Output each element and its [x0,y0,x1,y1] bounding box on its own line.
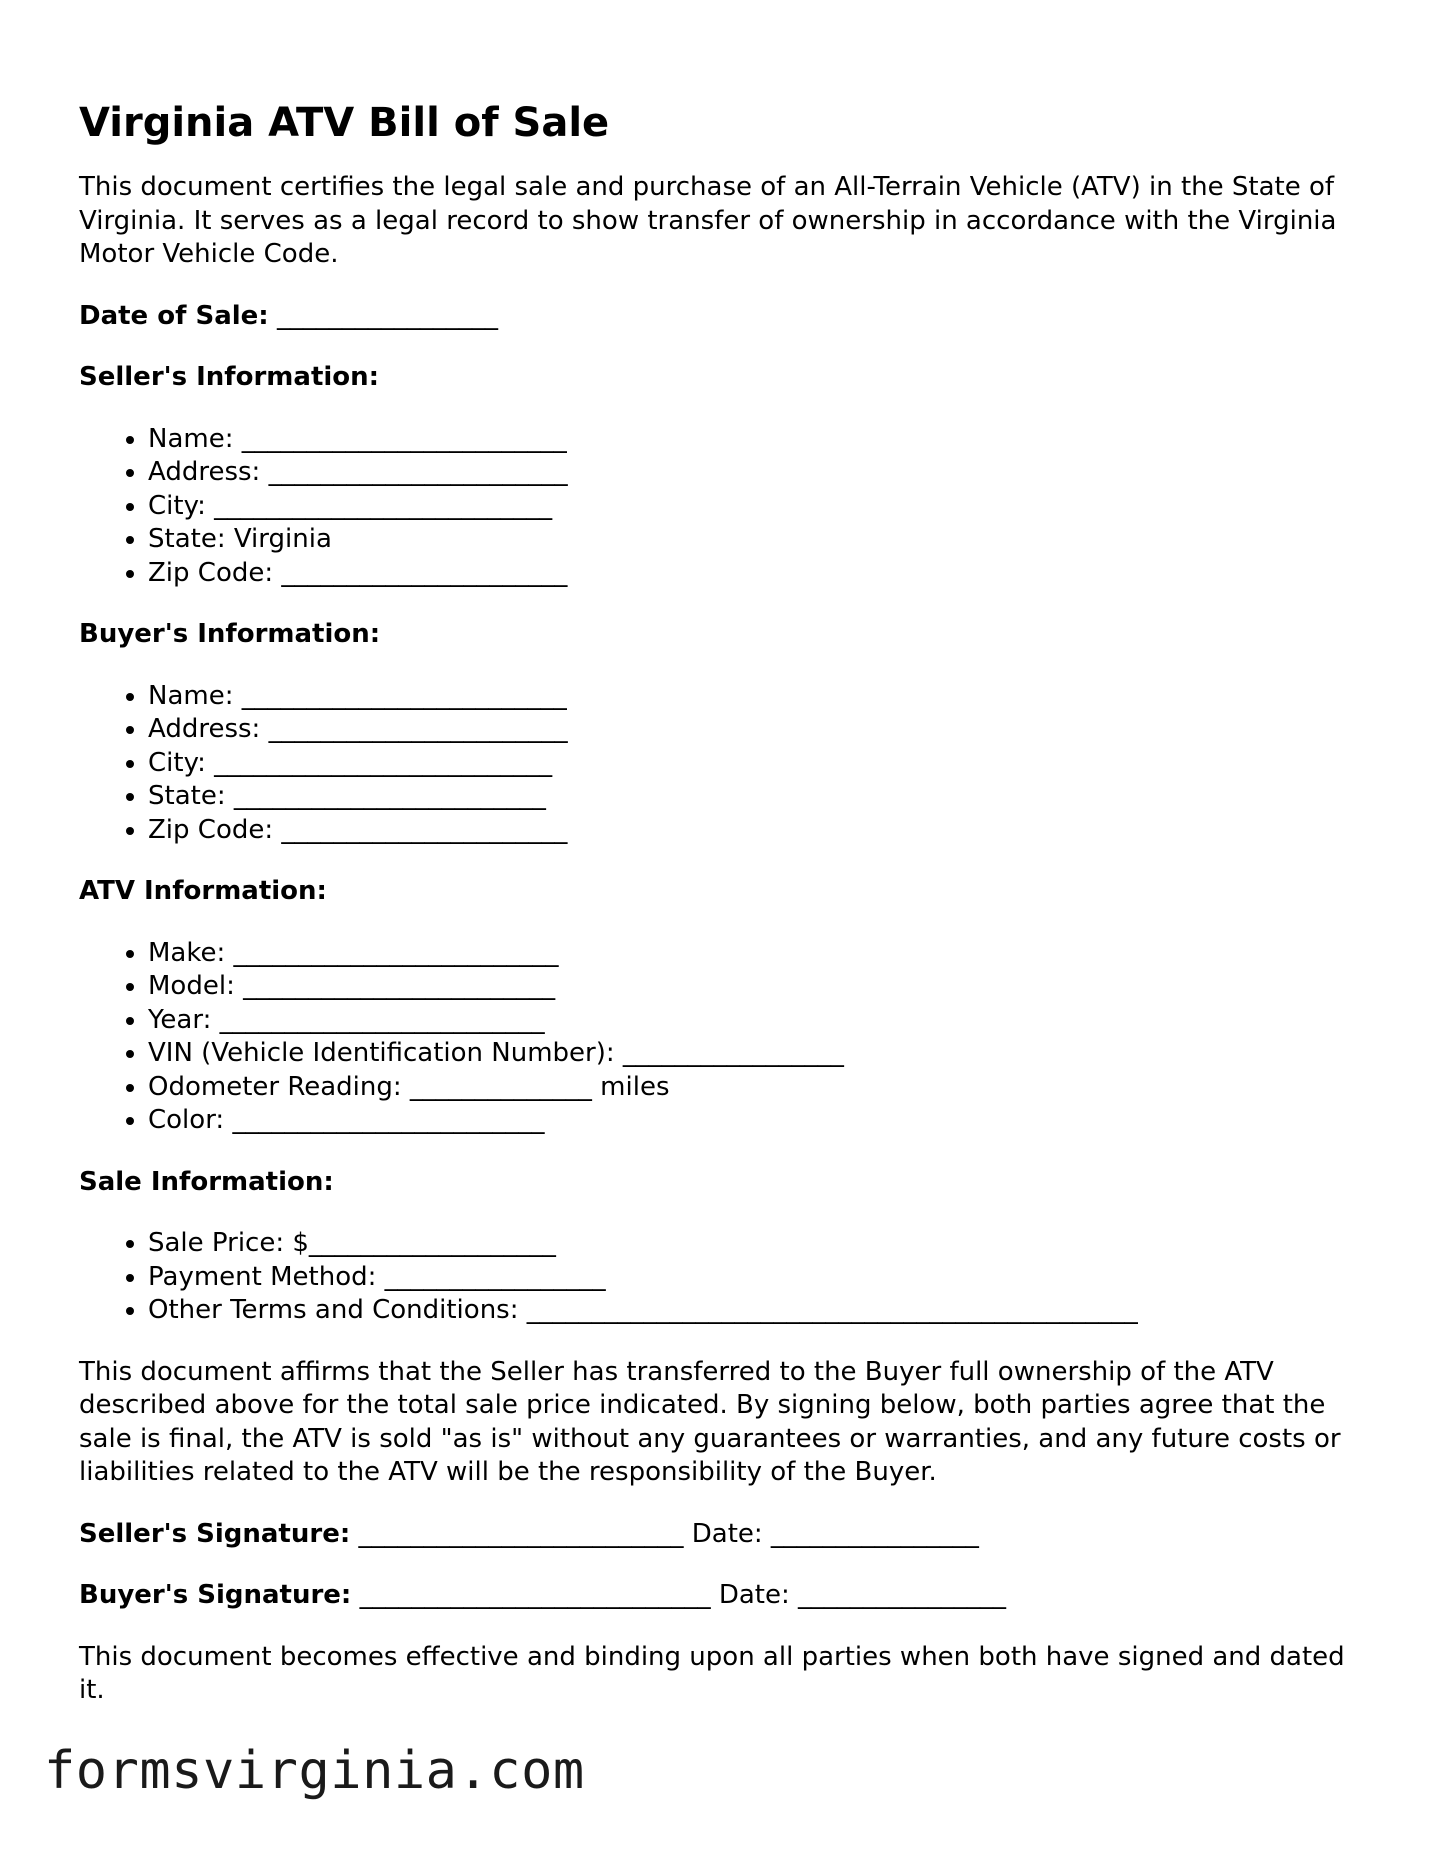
seller-state-item: • State: Virginia [148,523,1369,557]
buyer-info-list [79,680,1369,848]
bill-of-sale-document [79,95,1369,1736]
atv-model-item: • Model: ________________________ [148,970,1369,1004]
atv-color-item: • Color: ________________________ [148,1104,1369,1138]
seller-signature-blank: _________________________ Date: ________________ [350,1518,979,1549]
other-terms-item: • Other Terms and Conditions: _______________________________________________ [148,1294,1369,1328]
buyer-signature-blank: ___________________________ Date: ________________ [351,1580,1007,1610]
date-of-sale-blank: _________________ [268,300,498,331]
seller-signature-line [79,1518,1369,1552]
buyer-zip-item: • Zip Code: ______________________ [148,814,1369,848]
sale-info-heading: Sale Information: [79,1166,334,1197]
seller-zip-item: • Zip Code: ______________________ [148,557,1369,591]
atv-make-item: • Make: _________________________ [148,937,1369,971]
seller-signature-label: Seller's Signature: [79,1518,351,1549]
sale-price-item: • Sale Price: $___________________ [148,1227,1369,1261]
payment-method-item: • Payment Method: _________________ [148,1261,1369,1295]
seller-city-item: • City: __________________________ [148,490,1369,524]
buyer-signature-line [79,1579,1369,1613]
buyer-address-item: • Address: _______________________ [148,713,1369,747]
affirmation-paragraph: This document affirms that the Seller has transferred to the Buyer full ownership of the ATV described above for the total sale price indicated. By signing below, both parties agree that the sale is final, the ATV is sold "as is" without any guarantees or warranties, and any future costs or liabilities related to the ATV will be the responsibility of the Buyer. [79,1356,1341,1487]
atv-year-item: • Year: _________________________ [148,1004,1369,1038]
atv-info-heading: ATV Information: [79,876,327,906]
closing-paragraph: This document becomes effective and binding upon all parties when both have signed and dated it. [79,1641,1345,1705]
date-of-sale-line [79,300,1369,334]
buyer-state-item: • State: ________________________ [148,780,1369,814]
sale-info-list [79,1227,1369,1328]
seller-address-item: • Address: _______________________ [148,456,1369,490]
seller-info-heading: Seller's Information: [79,362,380,392]
date-of-sale-label: Date of Sale: [79,300,269,331]
atv-odometer-item: • Odometer Reading: ______________ miles [148,1071,1369,1105]
seller-info-list [79,423,1369,591]
intro-paragraph: This document certifies the legal sale and purchase of an All-Terrain Vehicle (ATV) in the State of Virginia. It serves as a legal record to show transfer of ownership in accordance with the Virginia Motor Vehicle Code. [79,172,1337,269]
buyer-signature-label: Buyer's Signature: [79,1580,352,1610]
seller-name-item: • Name: _________________________ [148,423,1369,457]
watermark-text: formsvirginia.com [44,1741,585,1801]
atv-info-list [79,937,1369,1138]
buyer-city-item: • City: __________________________ [148,747,1369,781]
atv-vin-item: • VIN (Vehicle Identification Number): _________________ [148,1037,1369,1071]
buyer-name-item: • Name: _________________________ [148,680,1369,714]
buyer-info-heading: Buyer's Information: [79,619,381,649]
document-title: Virginia ATV Bill of Sale [79,100,610,146]
